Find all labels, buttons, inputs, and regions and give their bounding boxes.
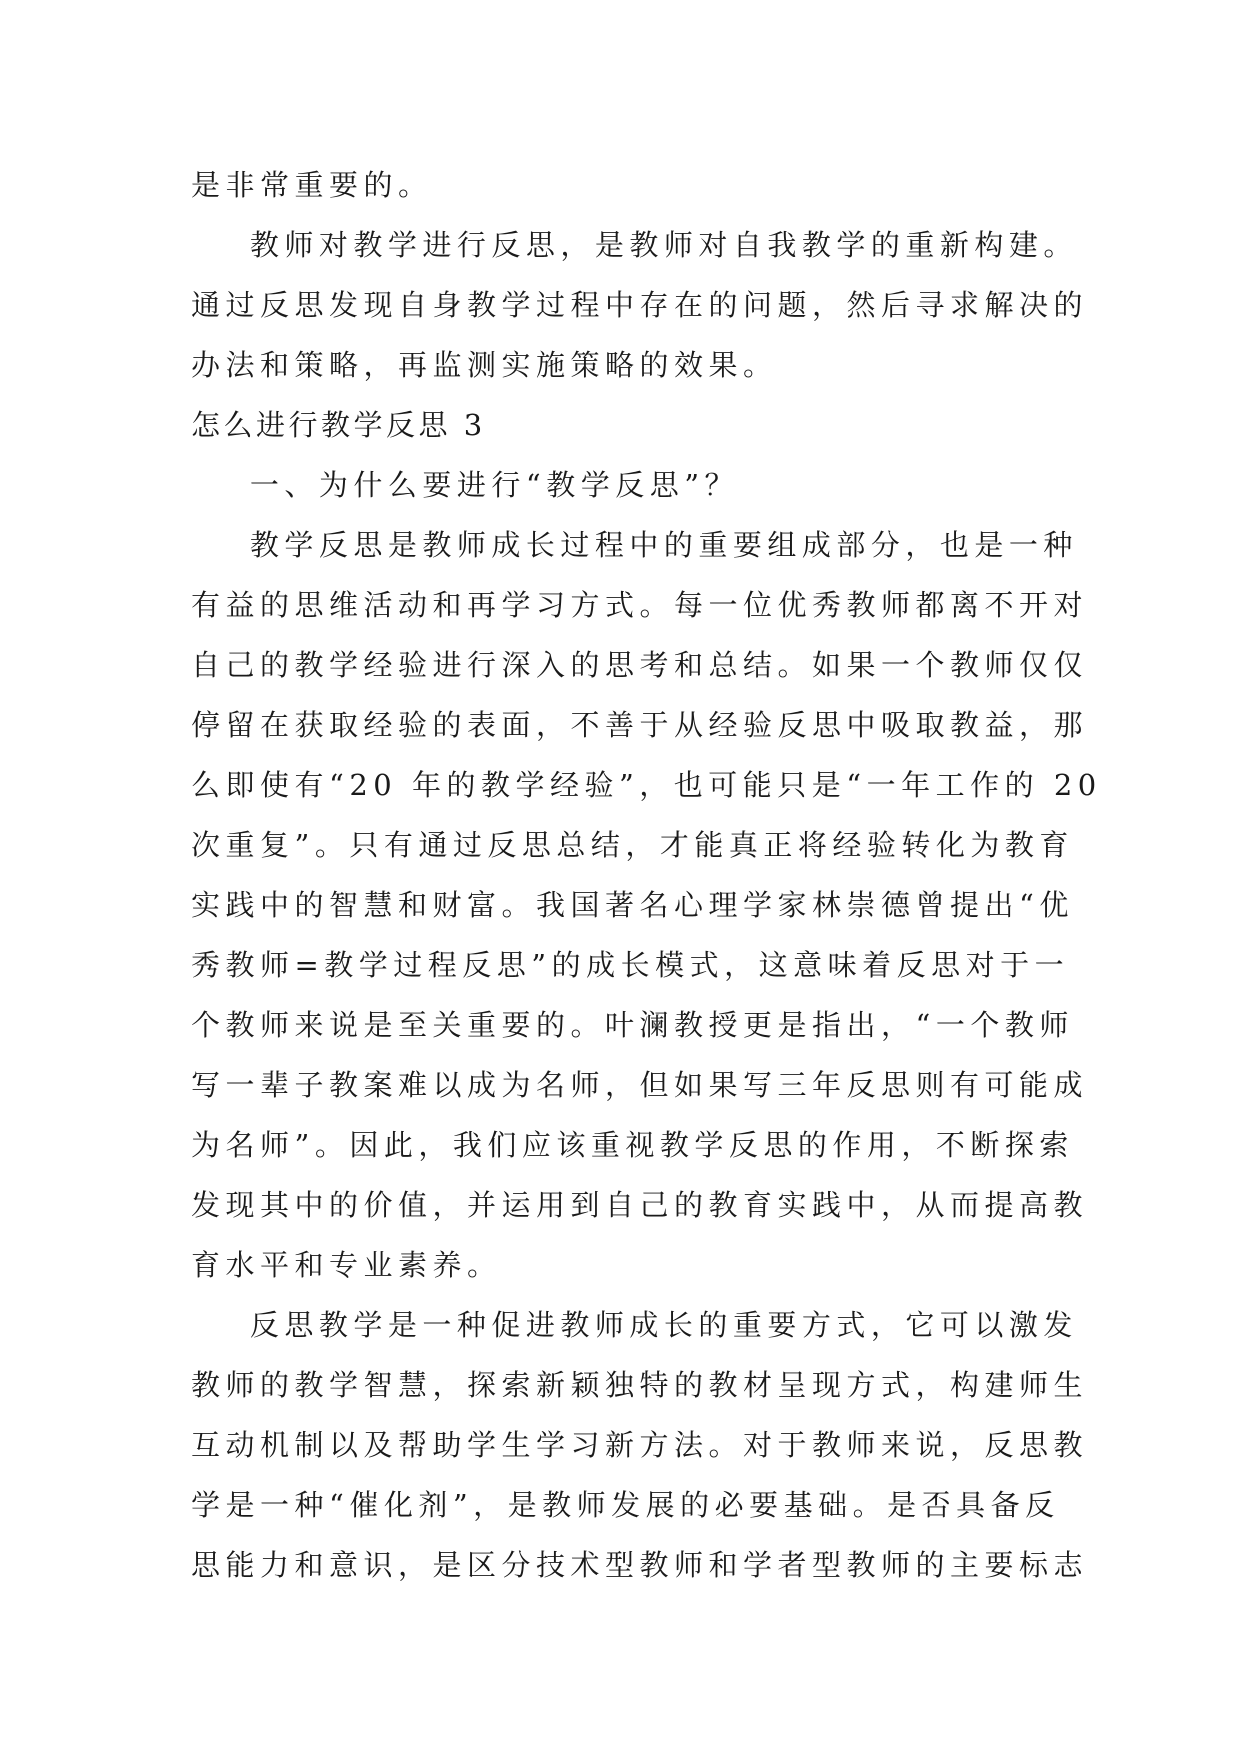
text-line: 育水平和专业素养。 bbox=[191, 1248, 502, 1282]
text-line: 反思教学是一种促进教师成长的重要方式，它可以激发 bbox=[191, 1308, 1078, 1342]
text-line: 思能力和意识，是区分技术型教师和学者型教师的主要标志 bbox=[191, 1548, 1089, 1582]
text-line: 写一辈子教案难以成为名师，但如果写三年反思则有可能成 bbox=[191, 1068, 1089, 1102]
text-line: 教师的教学智慧，探索新颖独特的教材呈现方式，构建师生 bbox=[191, 1368, 1089, 1402]
subsection-heading: 一、为什么要进行“教学反思”？ bbox=[191, 468, 740, 502]
text-line: 教学反思是教师成长过程中的重要组成部分，也是一种 bbox=[191, 528, 1078, 562]
text-line: 发现其中的价值，并运用到自己的教育实践中，从而提高教 bbox=[191, 1188, 1089, 1222]
text-line: 教师对教学进行反思，是教师对自我教学的重新构建。 bbox=[191, 228, 1078, 262]
text-line: 个教师来说是至关重要的。叶澜教授更是指出，“一个教师 bbox=[191, 1008, 1074, 1042]
text-line: 停留在获取经验的表面，不善于从经验反思中吸取教益，那 bbox=[191, 708, 1089, 742]
text-line: 么即使有“20 年的教学经验”，也可能只是“一年工作的 20 bbox=[191, 768, 1102, 802]
text-line: 有益的思维活动和再学习方式。每一位优秀教师都离不开对 bbox=[191, 588, 1089, 622]
text-line: 互动机制以及帮助学生学习新方法。对于教师来说，反思教 bbox=[191, 1428, 1089, 1462]
text-line: 是非常重要的。 bbox=[191, 168, 433, 202]
text-line: 办法和策略，再监测实施策略的效果。 bbox=[191, 348, 778, 382]
document-body bbox=[191, 155, 1102, 1595]
text-line: 自己的教学经验进行深入的思考和总结。如果一个教师仅仅 bbox=[191, 648, 1089, 682]
text-line: 次重复”。只有通过反思总结，才能真正将经验转化为教育 bbox=[191, 828, 1074, 862]
text-line: 通过反思发现自身教学过程中存在的问题，然后寻求解决的 bbox=[191, 288, 1089, 322]
text-line: 实践中的智慧和财富。我国著名心理学家林崇德曾提出“优 bbox=[191, 888, 1074, 922]
text-line: 学是一种“催化剂”，是教师发展的必要基础。是否具备反 bbox=[191, 1488, 1060, 1522]
section-heading: 怎么进行教学反思 3 bbox=[191, 408, 486, 442]
text-line: 为名师”。因此，我们应该重视教学反思的作用，不断探索 bbox=[191, 1128, 1074, 1162]
text-line: 秀教师=教学过程反思”的成长模式，这意味着反思对于一 bbox=[191, 948, 1070, 982]
